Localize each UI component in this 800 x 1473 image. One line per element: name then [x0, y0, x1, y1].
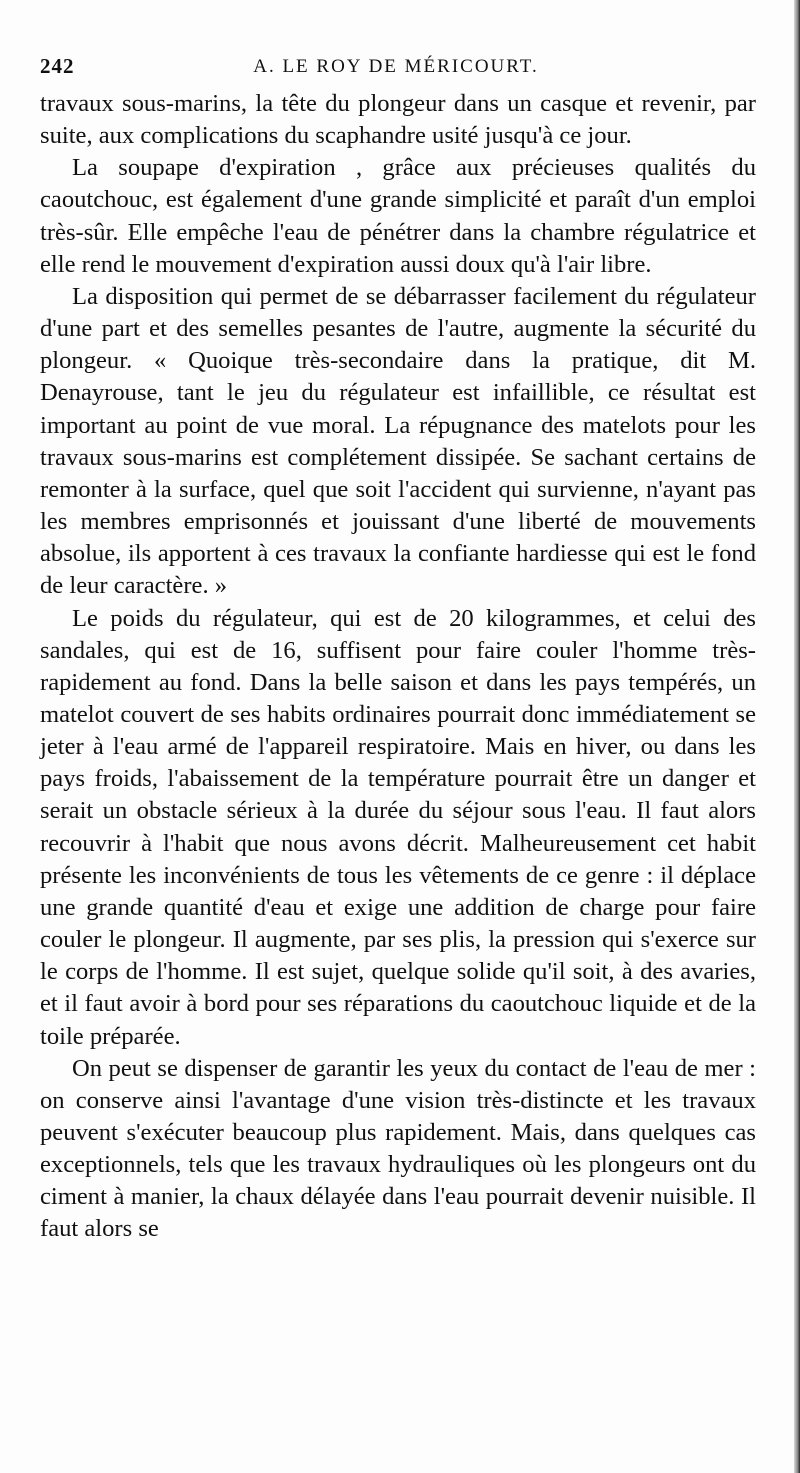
body-text: [40, 88, 756, 1246]
paragraph-continuation: travaux sous-marins, la tête du plongeur dans un casque et revenir, par suite, aux complications du scaphandre usité jusqu'à ce jour.: [40, 90, 756, 150]
page-number: 242: [40, 54, 75, 78]
paragraph-expiration-valve: La soupape d'expiration , grâce aux précieuses qualités du caoutchouc, est également d'une grande simplicité et paraît d'un emploi très-sûr. Elle empêche l'eau de pénétrer dans la chambre régulatrice et elle rend le mouvement d'expiration aussi doux qu'à l'air libre.: [40, 154, 756, 278]
page-edge-shadow: [794, 0, 800, 1473]
running-title: A. LE ROY DE MÉRICOURT.: [253, 56, 539, 77]
paragraph-diver-safety: La disposition qui permet de se débarrasser facilement du régulateur d'une part et des semelles pesantes de l'autre, augmente la sécurité du plongeur. « Quoique très-secondaire dans la pratique, dit M. Denayrouse, tant le jeu du régulateur est infaillible, ce résultat est important au point de vue moral. La répugnance des matelots pour les travaux sous-marins est complétement dissipée. Se sachant certains de remonter à la surface, quel que soit l'accident qui survienne, n'ayant pas les membres emprisonnés et jouissant d'une liberté de mouvements absolue, ils apportent à ces travaux la confiante hardiesse qui est le fond de leur caractère. »: [40, 282, 756, 600]
page-header: [40, 54, 752, 84]
paragraph-eye-protection: On peut se dispenser de garantir les yeux du contact de l'eau de mer : on conserve ainsi l'avantage d'une vision très-distincte et les travaux peuvent s'exécuter beaucoup plus rapidement. Mais, dans quelques cas exceptionnels, tels que les travaux hydrauliques où les plongeurs ont du ciment à manier, la chaux délayée dans l'eau pourrait devenir nuisible. Il faut alors se: [40, 1054, 756, 1243]
paragraph-regulator-weight: Le poids du régulateur, qui est de 20 kilogrammes, et celui des sandales, qui est de 16, suffisent pour faire couler l'homme très-rapidement au fond. Dans la belle saison et dans les pays tempérés, un matelot couvert de ses habits ordinaires pourrait donc immédiatement se jeter à l'eau armé de l'appareil respiratoire. Mais en hiver, ou dans les pays froids, l'abaissement de la température pourrait être un danger et serait un obstacle sérieux à la durée du séjour sous l'eau. Il faut alors recouvrir à l'habit que nous avons décrit. Malheureusement cet habit présente les inconvénients de tous les vêtements de ce genre : il déplace une grande quantité d'eau et exige une addition de charge pour faire couler le plongeur. Il augmente, par ses plis, la pression qui s'exerce sur le corps de l'homme. Il est sujet, quelque solide qu'il soit, à des avaries, et il faut avoir à bord pour ses réparations du caoutchouc liquide et de la toile préparée.: [40, 604, 756, 1050]
